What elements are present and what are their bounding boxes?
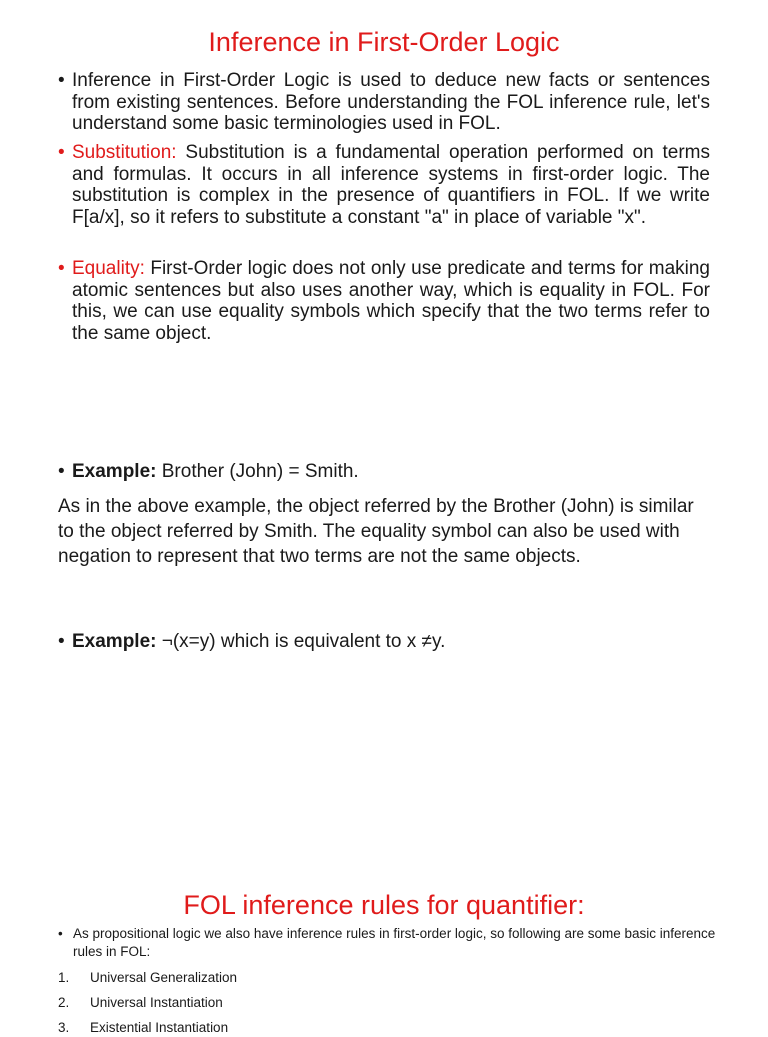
term-label-equality: Equality: bbox=[72, 258, 145, 279]
bullet-dot: • bbox=[58, 70, 65, 91]
slide-title: Inference in First-Order Logic bbox=[208, 27, 560, 57]
rule-text: Existential Instantiation bbox=[90, 1020, 229, 1035]
bullet-dot: • bbox=[58, 461, 65, 482]
equality-text: First-Order logic does not only use predicate and terms for making atomic sentences but also uses another way, which is equality in FOL. For this, we can use equality symbols which specify that the two terms refer to the same object. bbox=[72, 258, 710, 344]
bullet-dot: • bbox=[58, 142, 65, 163]
example-label: Example: bbox=[72, 631, 157, 652]
rule-item bbox=[58, 994, 223, 1012]
bullet-rules-intro bbox=[58, 925, 722, 961]
rule-item bbox=[58, 969, 237, 987]
rule-number: 3. bbox=[58, 1020, 70, 1035]
bullet-dot: • bbox=[58, 926, 63, 941]
bullet-intro-text: Inference in First-Order Logic is used to deduce new facts or sentences from existing sentences. Before understanding the FOL inference rule, let's understand some basic terminologies used in FOL. bbox=[72, 70, 710, 135]
example-label: Example: bbox=[72, 461, 157, 482]
example-brother-john bbox=[58, 461, 710, 483]
bullet-text bbox=[58, 70, 710, 135]
bullet-intro bbox=[58, 70, 710, 135]
bullet-text bbox=[58, 258, 710, 344]
example-text: Brother (John) = Smith. bbox=[156, 461, 359, 482]
example-negation bbox=[58, 631, 710, 653]
slide-title: FOL inference rules for quantifier: bbox=[183, 890, 585, 920]
bullet-dot: • bbox=[58, 258, 65, 279]
rule-text: Universal Instantiation bbox=[90, 995, 223, 1010]
bullet-text bbox=[58, 142, 710, 228]
rule-text: Universal Generalization bbox=[90, 970, 238, 985]
rule-number: 1. bbox=[58, 970, 70, 985]
bullet-dot: • bbox=[58, 631, 65, 652]
rule-item bbox=[58, 1019, 228, 1037]
explanation-paragraph: As in the above example, the object referred by the Brother (John) is similar to the object referred by Smith. The equality symbol can also be used with negation to represent that two terms are not the same objects. bbox=[58, 496, 694, 567]
bullet-substitution bbox=[58, 142, 710, 228]
term-label-substitution: Substitution: bbox=[72, 142, 177, 163]
example-text: ¬(x=y) which is equivalent to x ≠y. bbox=[156, 631, 446, 652]
rule-number: 2. bbox=[58, 995, 70, 1010]
substitution-text: Substitution is a fundamental operation performed on terms and formulas. It occurs in all inference systems in first-order logic. The substitution is complex in the presence of quantifiers in FOL. If we write F[a/x], so it refers to substitute a constant "a" in place of variable "x". bbox=[72, 142, 710, 228]
bullet-equality bbox=[58, 258, 710, 344]
bullet-text: As propositional logic we also have inference rules in first-order logic, so following are some basic inference rules in FOL: bbox=[73, 926, 716, 959]
